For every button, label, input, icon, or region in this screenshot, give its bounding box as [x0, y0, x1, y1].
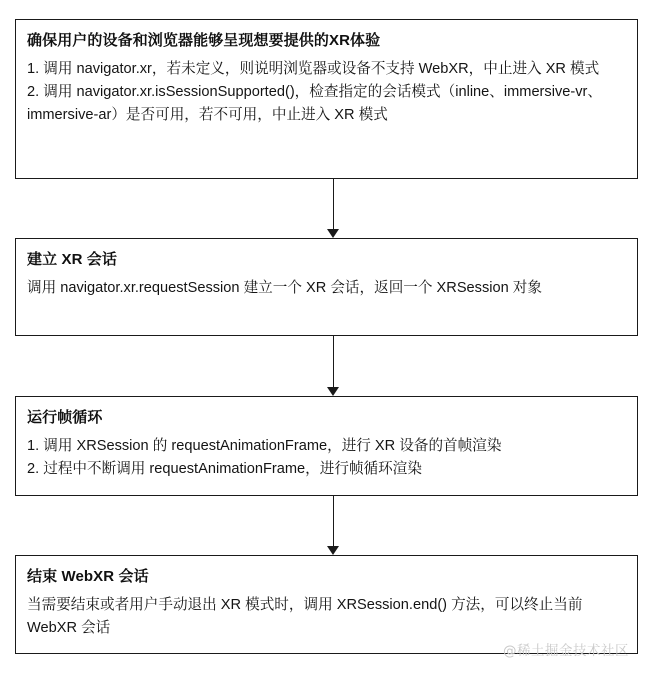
arrow-stem: [333, 336, 334, 388]
flow-node-body-line: 1. 调用 XRSession 的 requestAnimationFrame，进行 XR 设备的首帧渲染: [27, 438, 502, 454]
flow-node-body: [27, 58, 626, 127]
watermark: @稀土掘金技术社区: [503, 643, 629, 659]
arrow-head-icon: [327, 387, 339, 396]
arrow-head-icon: [327, 229, 339, 238]
flow-node-body-line: 2. 调用 navigator.xr.isSessionSupported()，检查指定的会话模式（inline、immersive-vr、immersive-ar）是否可用，若不可用，中止进入 XR 模式: [27, 84, 602, 123]
flow-node-title: 建立 XR 会话: [27, 251, 117, 268]
arrow-stem: [333, 179, 334, 230]
flow-node-body: [27, 594, 626, 640]
flow-node-body-line: 调用 navigator.xr.requestSession 建立一个 XR 会话，返回一个 XRSession 对象: [27, 280, 542, 296]
flow-node-body: [27, 435, 626, 481]
flow-node-title: 结束 WebXR 会话: [27, 568, 149, 585]
arrow-stem: [333, 496, 334, 547]
flow-node-check-device-support: [15, 19, 638, 179]
flow-node-title: 确保用户的设备和浏览器能够呈现想要提供的XR体验: [27, 32, 381, 49]
flow-node-run-frame-loop: [15, 396, 638, 496]
flow-arrow-down: [327, 496, 340, 555]
flow-node-body: [27, 277, 626, 300]
flow-arrow-down: [327, 179, 340, 238]
flow-node-create-xr-session: [15, 238, 638, 336]
flow-node-body-line: 当需要结束或者用户手动退出 XR 模式时，调用 XRSession.end() 方法，可以终止当前 WebXR 会话: [27, 597, 587, 636]
flow-node-body-line: 2. 过程中不断调用 requestAnimationFrame，进行帧循环渲染: [27, 461, 422, 477]
arrow-head-icon: [327, 546, 339, 555]
flow-node-title: 运行帧循环: [27, 409, 103, 426]
flow-node-body-line: 1. 调用 navigator.xr，若未定义，则说明浏览器或设备不支持 WebXR，中止进入 XR 模式: [27, 61, 600, 77]
flow-arrow-down: [327, 336, 340, 396]
